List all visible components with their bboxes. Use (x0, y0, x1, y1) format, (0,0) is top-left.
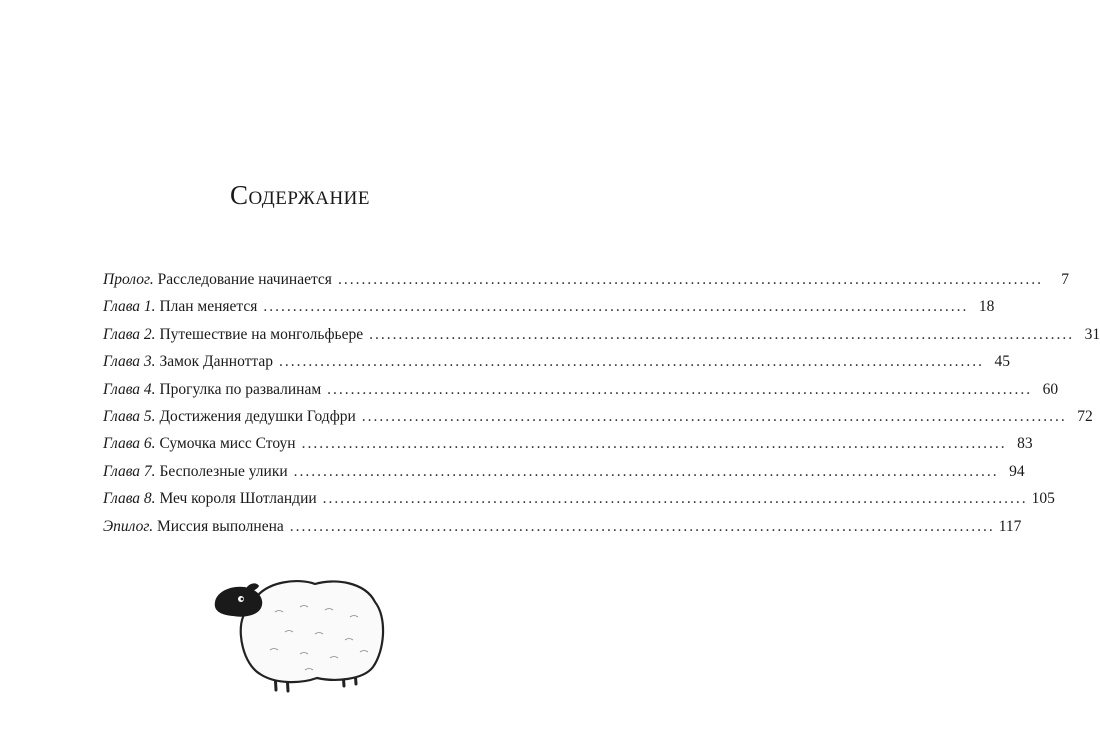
table-of-contents (103, 271, 1100, 545)
toc-entry-title: План меняется (159, 298, 258, 316)
toc-entry-page: 7 (1061, 271, 1069, 288)
toc-entry-page: 72 (1077, 407, 1093, 425)
dot-leader: ........................................................................................................................ (301, 435, 1007, 453)
toc-entry-title: Расследование начинается (157, 271, 332, 288)
toc-entry-title: Путешествие на монгольфьере (159, 325, 364, 343)
toc-entry-label: Глава 6. (103, 435, 156, 453)
toc-entry[interactable] (103, 490, 1055, 517)
toc-entry-page: 18 (978, 298, 995, 316)
toc-entry[interactable] (103, 298, 995, 325)
toc-entry-page: 31 (1084, 325, 1100, 343)
page-title: Содержание (229, 180, 371, 210)
dot-leader: ........................................................................................................................ (293, 462, 999, 480)
toc-entry-title: Замок Данноттар (159, 353, 274, 371)
dot-leader: ........................................................................................................................ (361, 407, 1067, 425)
toc-entry-label: Глава 2. (103, 325, 156, 343)
toc-entry-title: Сумочка мисс Стоун (159, 435, 296, 453)
toc-entry-title: Достижения дедушки Годфри (159, 407, 356, 425)
sheep-illustration (205, 572, 390, 697)
toc-entry-title: Бесполезные улики (159, 462, 288, 480)
toc-entry[interactable] (103, 462, 1025, 490)
toc-entry-page: 105 (1031, 490, 1055, 508)
toc-entry-title: Миссия выполнена (156, 517, 284, 535)
toc-entry[interactable] (103, 271, 1069, 298)
toc-entry-label: Глава 7. (103, 462, 156, 480)
toc-entry-label: Пролог. (103, 271, 154, 288)
toc-entry[interactable] (103, 380, 1059, 408)
dot-leader: ........................................................................................................................ (369, 325, 1075, 343)
toc-entry[interactable] (103, 353, 1011, 380)
toc-entry-label: Глава 4. (103, 380, 156, 398)
dot-leader: ........................................................................................................................ (327, 380, 1033, 398)
dot-leader: ........................................................................................................................ (263, 298, 969, 316)
toc-entry-label: Эпилог. (103, 517, 154, 535)
toc-entry-label: Глава 8. (103, 490, 156, 508)
toc-entry-page: 117 (998, 517, 1022, 535)
toc-entry-label: Глава 3. (103, 353, 156, 371)
toc-entry[interactable] (103, 407, 1093, 435)
toc-entry[interactable] (103, 435, 1033, 462)
toc-entry-page: 94 (1009, 462, 1025, 480)
dot-leader: ........................................................................................................................ (337, 271, 1043, 288)
toc-entry-page: 60 (1042, 380, 1059, 398)
dot-leader: ........................................................................................................................ (279, 353, 985, 371)
dot-leader: ........................................................................................................................ (289, 517, 995, 535)
toc-entry[interactable] (103, 517, 1022, 545)
toc-entry-label: Глава 5. (103, 407, 156, 425)
dot-leader: ........................................................................................................................ (322, 490, 1028, 508)
toc-entry-label: Глава 1. (103, 298, 156, 316)
toc-entry-title: Прогулка по развалинам (159, 380, 322, 398)
toc-entry[interactable] (103, 325, 1100, 353)
toc-entry-page: 45 (994, 353, 1011, 371)
toc-entry-title: Меч короля Шотландии (159, 490, 317, 508)
toc-entry-page: 83 (1017, 435, 1033, 453)
